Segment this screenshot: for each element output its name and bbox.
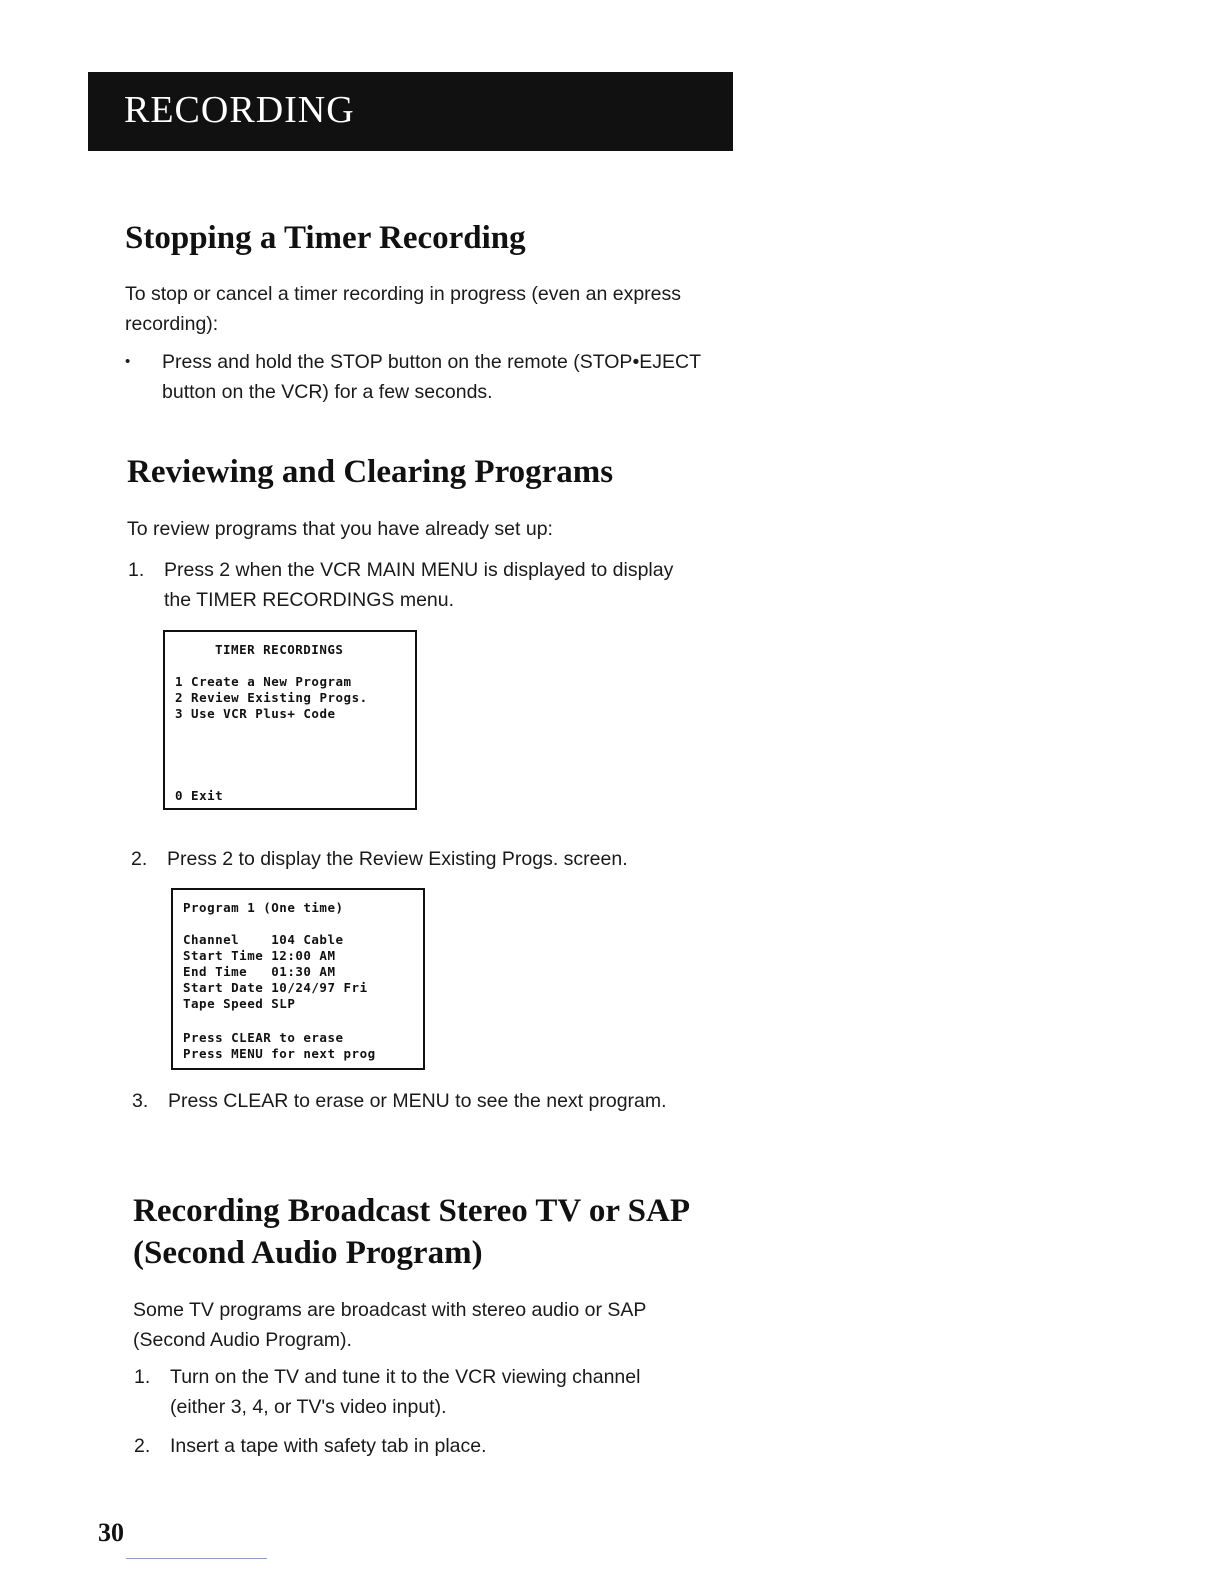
step-2-text: Press 2 to display the Review Existing Progs. screen.	[167, 848, 628, 870]
page-number: 30	[98, 1518, 124, 1547]
bullet-marker: •	[125, 353, 131, 370]
section-banner	[88, 72, 733, 151]
heading-reviewing-clearing-programs: Reviewing and Clearing Programs	[127, 454, 614, 490]
stereo-step-1-line2: (either 3, 4, or TV's video input).	[170, 1396, 447, 1418]
banner-title: RECORDING	[124, 89, 355, 131]
menu-option-create: 1 Create a New Program	[175, 674, 352, 689]
review-row-channel: Channel 104 Cable	[183, 932, 344, 947]
heading-stopping-timer-recording: Stopping a Timer Recording	[125, 220, 526, 256]
stopping-intro-line2: recording):	[125, 313, 219, 335]
step-number: 1.	[134, 1366, 151, 1388]
step-number: 1.	[128, 559, 145, 581]
step-3-text: Press CLEAR to erase or MENU to see the next program.	[168, 1090, 667, 1112]
review-row-start-time: Start Time 12:00 AM	[183, 948, 336, 963]
menu-option-exit: 0 Exit	[175, 788, 224, 803]
review-footer-clear: Press CLEAR to erase	[183, 1030, 344, 1045]
stopping-intro-line1: To stop or cancel a timer recording in progress (even an express	[125, 283, 682, 305]
menu-screen-title: TIMER RECORDINGS	[215, 642, 344, 657]
review-footer-menu: Press MENU for next prog	[183, 1046, 376, 1061]
step-number: 2.	[134, 1435, 151, 1457]
review-program-header: Program 1 (One time)	[183, 900, 344, 915]
stereo-intro-line1: Some TV programs are broadcast with stereo audio or SAP	[133, 1299, 647, 1321]
step-1-line1: Press 2 when the VCR MAIN MENU is displayed to display	[164, 559, 674, 581]
bullet-line1: Press and hold the STOP button on the remote (STOP•EJECT	[162, 351, 702, 373]
review-row-tape-speed: Tape Speed SLP	[183, 996, 296, 1011]
stereo-step-1-line1: Turn on the TV and tune it to the VCR viewing channel	[170, 1366, 641, 1388]
timer-recordings-menu-screen	[163, 630, 417, 810]
menu-option-vcr-plus: 3 Use VCR Plus+ Code	[175, 706, 336, 721]
step-1-line2: the TIMER RECORDINGS menu.	[164, 589, 455, 611]
heading-recording-stereo-line2: (Second Audio Program)	[133, 1235, 483, 1271]
review-existing-progs-screen	[171, 888, 425, 1070]
menu-option-review: 2 Review Existing Progs.	[175, 690, 368, 705]
stereo-intro-line2: (Second Audio Program).	[133, 1329, 352, 1351]
review-row-start-date: Start Date 10/24/97 Fri	[183, 980, 368, 995]
review-row-end-time: End Time 01:30 AM	[183, 964, 336, 979]
bullet-line2: button on the VCR) for a few seconds.	[162, 381, 493, 403]
footer-divider	[126, 1558, 267, 1559]
step-number: 2.	[131, 848, 148, 870]
reviewing-intro: To review programs that you have already set up:	[127, 518, 553, 540]
step-number: 3.	[132, 1090, 149, 1112]
stereo-step-2-text: Insert a tape with safety tab in place.	[170, 1435, 487, 1457]
heading-recording-stereo-line1: Recording Broadcast Stereo TV or SAP	[133, 1193, 691, 1229]
